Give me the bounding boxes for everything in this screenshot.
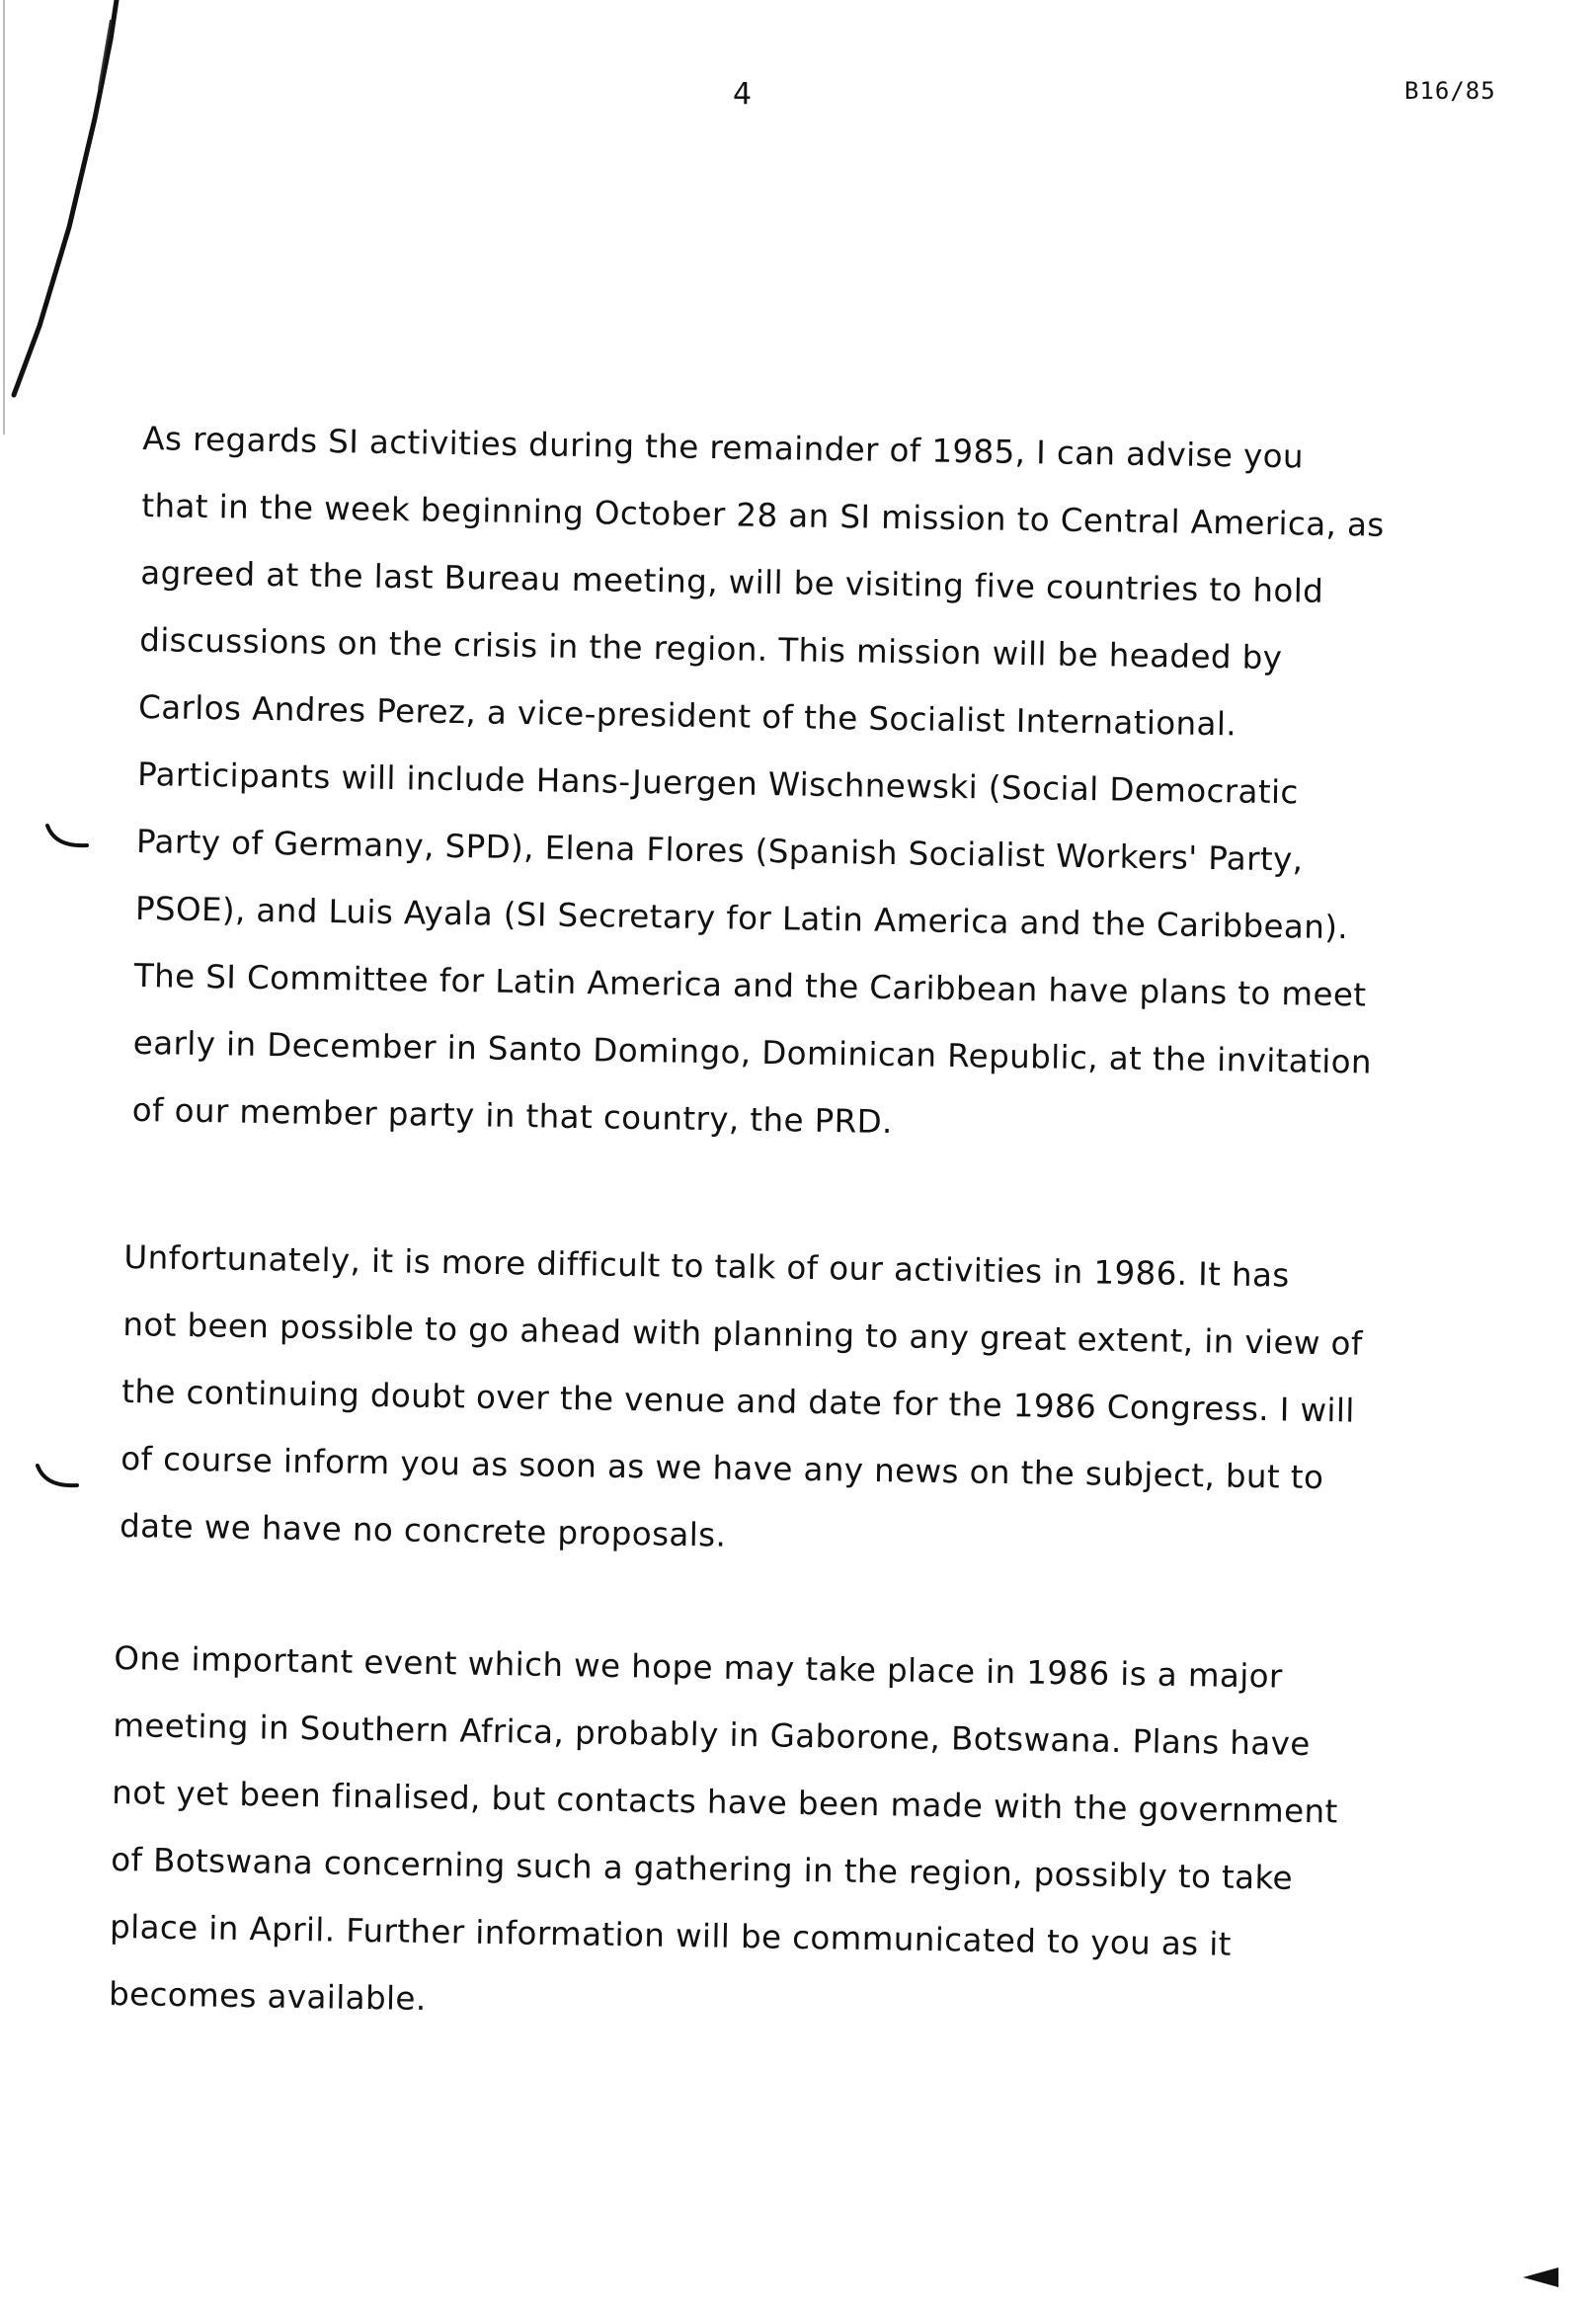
text-line: of course inform you as soon as we have any news on the subject, but to bbox=[120, 1439, 1324, 1497]
text-line: meeting in Southern Africa, probably in Gaborone, Botswana. Plans have bbox=[113, 1706, 1311, 1764]
text-line: not been possible to go ahead with planning to any great extent, in view of bbox=[122, 1305, 1364, 1363]
text-line: Party of Germany, SPD), Elena Flores (Spanish Socialist Workers' Party, bbox=[135, 822, 1304, 879]
binding-edge-stroke bbox=[0, 0, 138, 435]
scan-edge-mark bbox=[1521, 2262, 1560, 2291]
paragraph-southern-africa-meeting bbox=[109, 1625, 1341, 2046]
text-line: Carlos Andres Perez, a vice-president of the Socialist International. bbox=[137, 687, 1237, 744]
document-reference: B16/85 bbox=[1404, 77, 1496, 105]
paragraph-activities-1985 bbox=[131, 405, 1386, 1163]
text-line: One important event which we hope may take place in 1986 is a major bbox=[114, 1638, 1284, 1696]
text-line: agreed at the last Bureau meeting, will be visiting five countries to hold bbox=[140, 553, 1324, 610]
text-line: Participants will include Hans-Juergen Wischnewski (Social Democratic bbox=[136, 755, 1299, 812]
text-line: of our member party in that country, the PRD. bbox=[131, 1090, 894, 1142]
text-line: early in December in Santo Domingo, Dominican Republic, at the invitation bbox=[132, 1023, 1373, 1081]
text-line: not yet been finalised, but contacts have been made with the government bbox=[112, 1773, 1338, 1831]
text-line: place in April. Further information will be communicated to you as it bbox=[109, 1907, 1233, 1963]
text-line: that in the week beginning October 28 an SI mission to Central America, as bbox=[141, 486, 1385, 544]
text-line: Unfortunately, it is more difficult to talk of our activities in 1986. It has bbox=[123, 1237, 1290, 1295]
page-number: 4 bbox=[733, 77, 753, 112]
margin-bracket-mark bbox=[43, 820, 93, 859]
text-line: PSOE), and Luis Ayala (SI Secretary for Latin America and the Caribbean). bbox=[134, 889, 1349, 947]
paragraph-activities-1986 bbox=[120, 1224, 1365, 1579]
margin-bracket-mark bbox=[34, 1460, 83, 1499]
text-line: date we have no concrete proposals. bbox=[119, 1506, 727, 1554]
text-line: of Botswana concerning such a gathering in the region, possibly to take bbox=[110, 1840, 1294, 1897]
text-line: As regards SI activities during the remainder of 1985, I can advise you bbox=[142, 419, 1305, 476]
text-line: becomes available. bbox=[108, 1974, 427, 2019]
text-line: The SI Committee for Latin America and the Caribbean have plans to meet bbox=[133, 956, 1367, 1014]
text-line: discussions on the crisis in the region. This mission will be headed by bbox=[138, 620, 1283, 677]
text-line: the continuing doubt over the venue and date for the 1986 Congress. I will bbox=[121, 1372, 1356, 1430]
